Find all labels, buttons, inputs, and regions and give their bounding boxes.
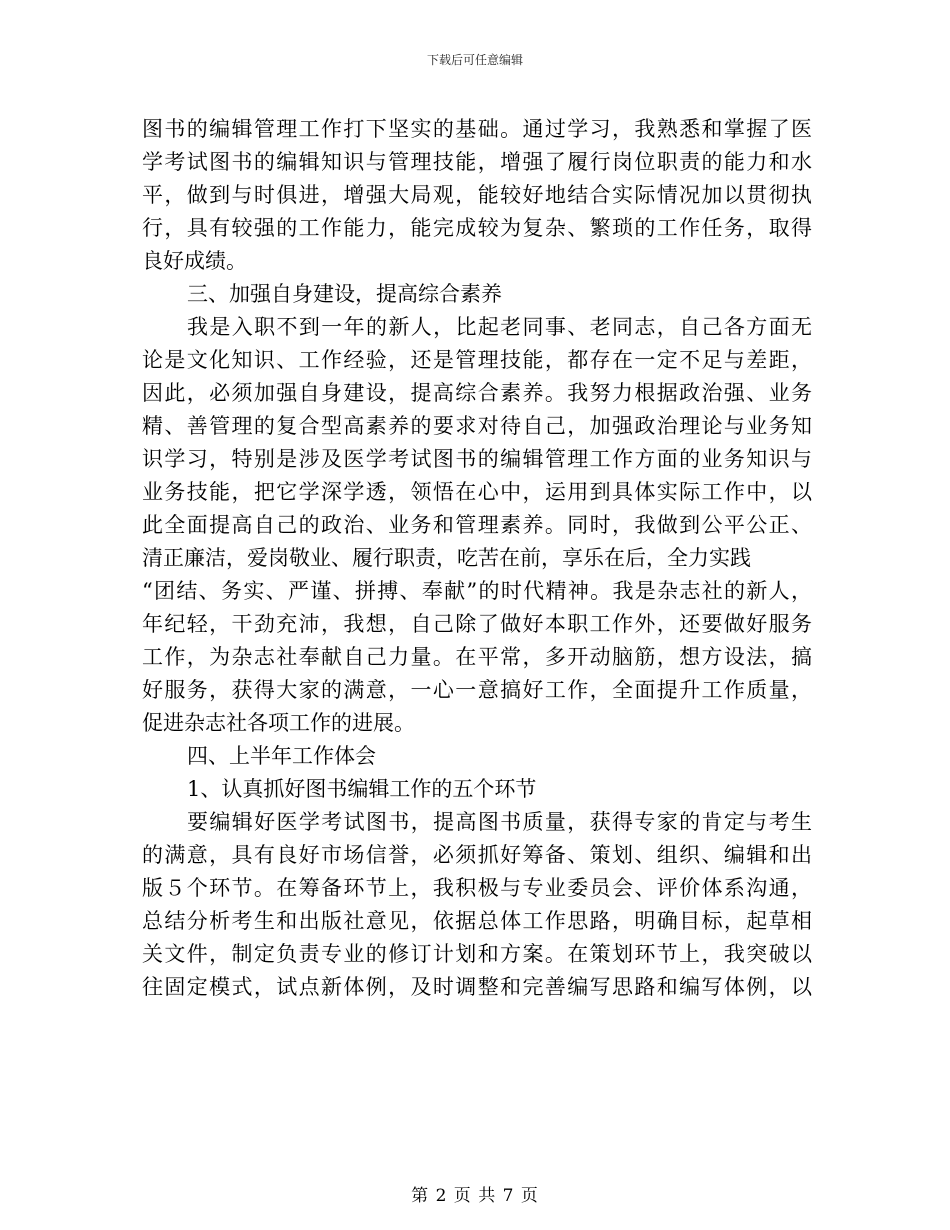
text-line: 年纪轻，干劲充沛，我想，自己除了做好本职工作外，还要做好服务 (142, 612, 812, 636)
text-line: 学考试图书的编辑知识与管理技能，增强了履行岗位职责的能力和水 (142, 150, 812, 174)
text-line: 版５个环节。在筹备环节上，我积极与专业委员会、评价体系沟通， (142, 876, 812, 900)
text-line: 平，做到与时俱进，增强大局观，能较好地结合实际情况加以贯彻执 (142, 183, 812, 207)
text-line: 我是入职不到一年的新人，比起老同事、老同志，自己各方面无 (187, 315, 812, 339)
text-line: 好服务，获得大家的满意，一心一意搞好工作，全面提升工作质量， (142, 678, 812, 702)
text-line: 总结分析考生和出版社意见，依据总体工作思路，明确目标，起草相 (142, 909, 812, 933)
text-line: 良好成绩。 (142, 249, 247, 273)
text-line: 此全面提高自己的政治、业务和管理素养。同时，我做到公平公正、 (142, 513, 812, 537)
section-heading: 三、加强自身建设，提高综合素养 (187, 282, 502, 306)
text-line: 往固定模式，试点新体例，及时调整和完善编写思路和编写体例，以 (142, 975, 812, 999)
text-line: 要编辑好医学考试图书，提高图书质量，获得专家的肯定与考生 (187, 810, 812, 834)
text-line: 关文件，制定负责专业的修订计划和方案。在策划环节上，我突破以 (142, 942, 812, 966)
text-line: 行，具有较强的工作能力，能完成较为复杂、繁琐的工作任务，取得 (142, 216, 812, 240)
text-line: 图书的编辑管理工作打下坚实的基础。通过学习，我熟悉和掌握了医 (142, 117, 812, 141)
page-header: 下载后可任意编辑 (426, 53, 523, 67)
section-heading: 四、上半年工作体会 (187, 744, 376, 768)
subsection-heading: 1、认真抓好图书编辑工作的五个环节 (187, 777, 537, 801)
text-line: 清正廉洁，爱岗敬业、履行职责，吃苦在前，享乐在后，全力实践 (142, 546, 751, 570)
text-line: “团结、务实、严谨、拼搏、奉献”的时代精神。我是杂志社的新人， (142, 579, 812, 603)
text-line: 识学习，特别是涉及医学考试图书的编辑管理工作方面的业务知识与 (142, 447, 812, 471)
text-line: 业务技能，把它学深学透，领悟在心中，运用到具体实际工作中，以 (142, 480, 812, 504)
text-line: 因此，必须加强自身建设，提高综合素养。我努力根据政治强、业务 (142, 381, 812, 405)
text-line: 精、善管理的复合型高素养的要求对待自己，加强政治理论与业务知 (142, 414, 812, 438)
text-line: 促进杂志社各项工作的进展。 (142, 711, 415, 735)
page-number: 第 2 页 共 7 页 (411, 1186, 539, 1206)
text-line: 工作，为杂志社奉献自己力量。在平常，多开动脑筋，想方设法，搞 (142, 645, 812, 669)
document-body (142, 113, 812, 1004)
text-line: 的满意，具有良好市场信誉，必须抓好筹备、策划、组织、编辑和出 (142, 843, 812, 867)
text-line: 论是文化知识、工作经验，还是管理技能，都存在一定不足与差距， (142, 348, 812, 372)
